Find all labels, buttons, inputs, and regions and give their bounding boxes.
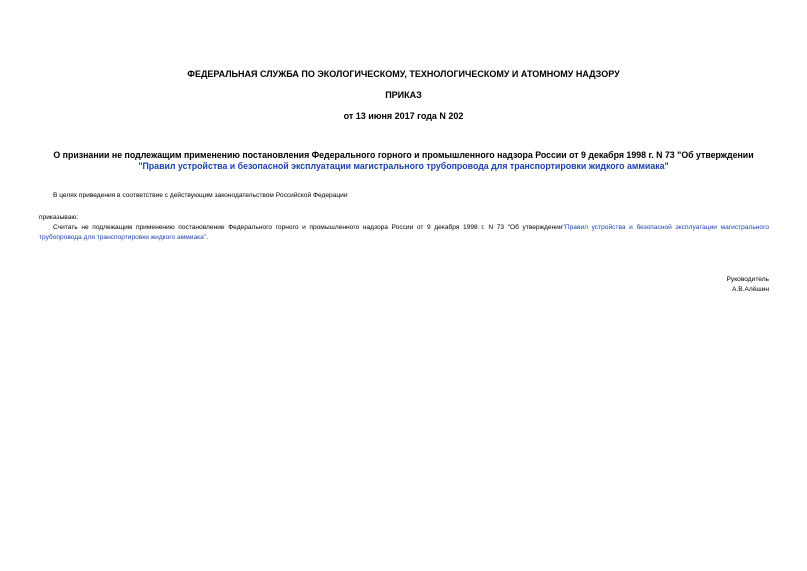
signatory-role: Руководитель — [726, 276, 769, 283]
signature-block — [727, 275, 769, 295]
paragraph-link[interactable]: "Правил устройства и безопасной эксплуатации магистрального трубопровода для транспортировки жидкого аммиака" — [39, 224, 770, 241]
document-title — [30, 150, 777, 172]
document-type: ПРИКАЗ — [385, 90, 422, 100]
decree-word: приказываю: — [39, 214, 79, 221]
title-link[interactable]: "Правил устройства и безопасной эксплуатации магистрального трубопровода для транспортировки жидкого аммиака" — [138, 161, 669, 171]
preamble-text: В целях приведения в соответствие с действующим законодательством Российской Федерации — [53, 192, 348, 199]
decree-paragraph — [39, 223, 769, 242]
paragraph-end: . — [206, 233, 209, 241]
document-date-number: от 13 июня 2017 года N 202 — [343, 111, 464, 121]
paragraph-text: Считать не подлежащим применению постановление Федерального горного и промышленного надзора России от 9 декабря 1998 г. N 73 "Об утверждении — [53, 224, 563, 231]
agency-heading: ФЕДЕРАЛЬНАЯ СЛУЖБА ПО ЭКОЛОГИЧЕСКОМУ, ТЕХНОЛОГИЧЕСКОМУ И АТОМНОМУ НАДЗОРУ — [187, 69, 620, 79]
title-text: О признании не подлежащим применению постановления Федерального горного и промышленного надзора России от 9 декабря 1998 г. N 73 "Об утверждении — [53, 150, 754, 160]
signatory-name: А.В.Алёшин — [732, 286, 769, 293]
